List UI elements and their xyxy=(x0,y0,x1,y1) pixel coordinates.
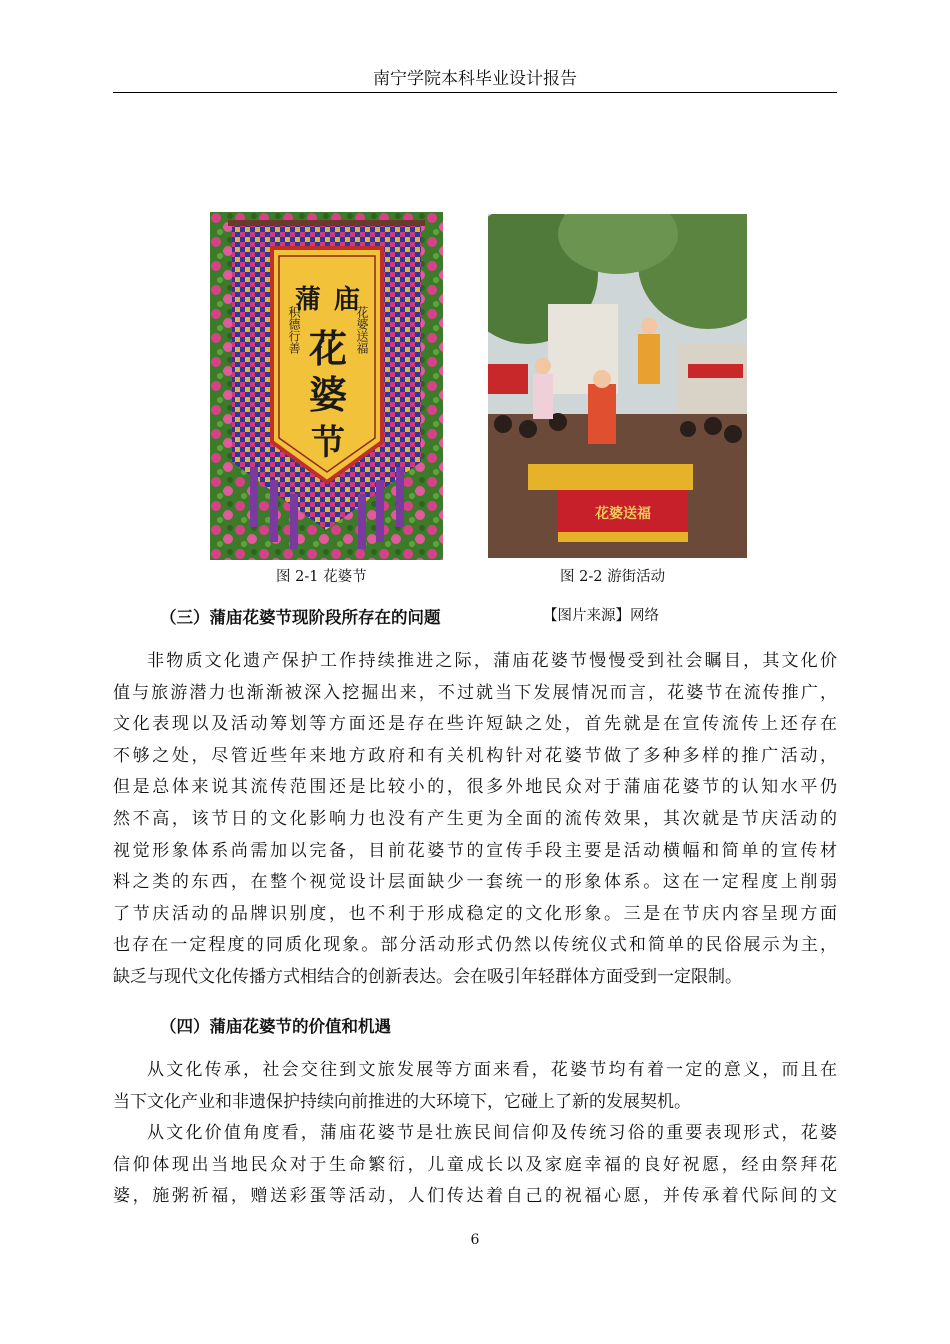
banner-text-top-left: 蒲 xyxy=(294,285,322,315)
text-line: 也存在一定程度的同质化现象。部分活动形式仍然以传统仪式和简单的民俗展示为主， xyxy=(113,935,837,956)
text-line: 不够之处，尽管近些年来地方政府和有关机构针对花婆节做了多种多样的推广活动， xyxy=(113,745,837,766)
text-line: 非物质文化遗产保护工作持续推进之际，蒲庙花婆节慢慢受到社会瞩目，其文化价 xyxy=(147,651,837,671)
page-number: 6 xyxy=(470,1232,480,1248)
banner-text-right-column: 花婆送福 xyxy=(355,306,369,354)
banner-text-center-1: 花 xyxy=(308,326,348,371)
banner-text-top-right: 庙 xyxy=(333,285,361,315)
image-source-note: 【图片来源】网络 xyxy=(543,608,659,624)
figure-caption: 图 2-1 花婆节 xyxy=(276,569,367,585)
section-heading: （四）蒲庙花婆节的价值和机遇 xyxy=(160,1017,391,1036)
banner-text-left-column: 积德行善 xyxy=(287,306,301,354)
text-line: 值与旅游潜力也渐渐被深入挖掘出来，不过就当下发展情况而言，花婆节在流传推广， xyxy=(113,682,837,703)
text-line: 文化表现以及活动筹划等方面还是存在些许短缺之处，首先就是在宣传流传上还存在 xyxy=(113,714,837,735)
text-line: 从文化传承，社会交往到文旅发展等方面来看，花婆节均有着一定的意义，而且在 xyxy=(147,1060,837,1080)
text-line: 视觉形象体系尚需加以完备，目前花婆节的宣传手段主要是活动横幅和简单的宣传材 xyxy=(113,840,837,861)
paragraph xyxy=(113,1118,837,1213)
banner-text-center-3: 节 xyxy=(311,423,345,463)
text-line: 当下文化产业和非遗保护持续向前推进的大环境下，它碰上了新的发展契机。 xyxy=(113,1091,691,1112)
text-line: 了节庆活动的品牌识别度，也不利于形成稳定的文化形象。三是在节庆内容呈现方面 xyxy=(113,903,837,924)
text-line: 料之类的东西，在整个视觉设计层面缺少一套统一的形象体系。这在一定程度上削弱 xyxy=(113,872,837,893)
text-line: 但是总体来说其流传范围还是比较小的，很多外地民众对于蒲庙花婆节的认知水平仍 xyxy=(113,777,837,798)
report-title: 南宁学院本科毕业设计报告 xyxy=(373,69,577,89)
text-line: 婆，施粥祈福，赠送彩蛋等活动，人们传达着自己的祝福心愿，并传承着代际间的文 xyxy=(113,1186,837,1207)
figure-banner-image xyxy=(210,212,443,560)
float-sign-text: 花婆送福 xyxy=(595,506,651,522)
paragraph xyxy=(113,1055,837,1118)
text-line: 信仰体现出当地民众对于生命繁衍，儿童成长以及家庭幸福的良好祝愿，经由祭拜花 xyxy=(113,1154,837,1175)
figure-caption: 图 2-2 游街活动 xyxy=(560,569,666,585)
text-line: 然不高，该节日的文化影响力也没有产生更为全面的流传效果，其次就是节庆活动的 xyxy=(113,808,837,829)
paragraph xyxy=(113,646,837,994)
text-line: 缺乏与现代文化传播方式相结合的创新表达。会在吸引年轻群体方面受到一定限制。 xyxy=(113,966,742,987)
text-line: 从文化价值角度看，蒲庙花婆节是壮族民间信仰及传统习俗的重要表现形式，花婆 xyxy=(147,1123,837,1143)
figure-parade-image xyxy=(488,214,747,558)
section-heading: （三）蒲庙花婆节现阶段所存在的问题 xyxy=(160,608,441,627)
banner-text-center-2: 婆 xyxy=(308,372,348,417)
page-header xyxy=(113,66,837,93)
